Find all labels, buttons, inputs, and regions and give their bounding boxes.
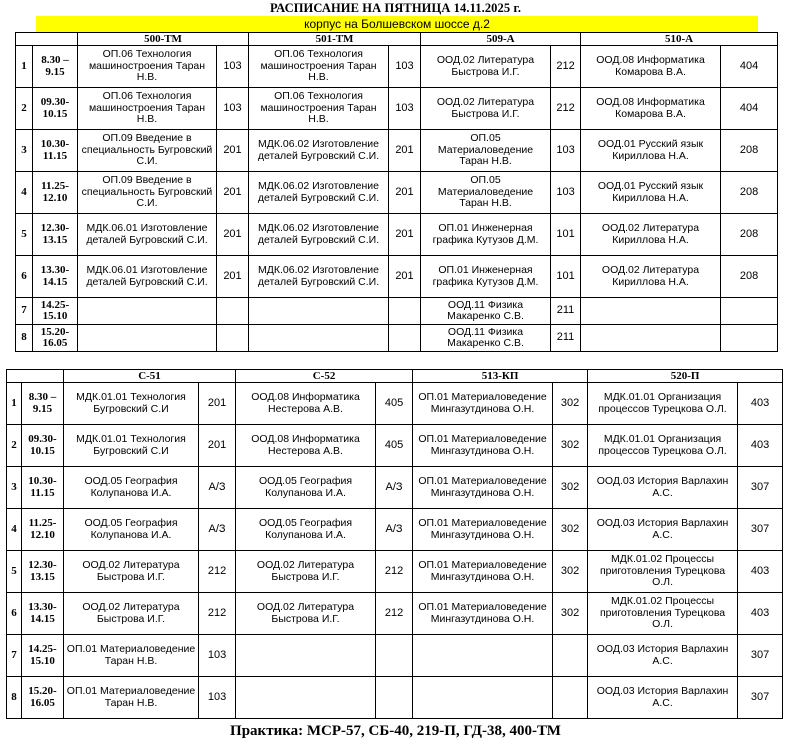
subject-cell: ООД.02 Литература Быстрова И.Г.	[236, 551, 376, 593]
lesson-time: 15.20-16.05	[22, 677, 64, 719]
subject-cell	[413, 635, 553, 677]
room-cell: 212	[199, 551, 236, 593]
lesson-time: 15.20-16.05	[33, 325, 78, 352]
subject-cell	[413, 677, 553, 719]
subject-cell: ОП.01 Материаловедение Мингазутдинова О.Н.	[413, 425, 553, 467]
lesson-number: 3	[7, 467, 22, 509]
subject-cell: ООД.02 Литература Быстрова И.Г.	[421, 46, 551, 88]
subject-cell: ООД.03 История Варлахин А.С.	[588, 509, 738, 551]
lesson-number: 2	[7, 425, 22, 467]
lesson-number: 1	[7, 383, 22, 425]
room-cell: 201	[389, 214, 421, 256]
room-cell: 307	[738, 509, 783, 551]
room-cell: 101	[551, 214, 581, 256]
subject-cell: ОП.09 Введение в специальность Бугровский С.И.	[78, 172, 217, 214]
subject-cell: ОП.01 Материаловедение Таран Н.В.	[64, 635, 199, 677]
room-cell: 405	[376, 383, 413, 425]
room-cell: 307	[738, 467, 783, 509]
room-cell: 307	[738, 677, 783, 719]
room-cell: 103	[199, 677, 236, 719]
lesson-number: 3	[16, 130, 33, 172]
lesson-time: 14.25-15.10	[22, 635, 64, 677]
lesson-time: 11.25-12.10	[22, 509, 64, 551]
group-header: С-51	[64, 370, 236, 383]
room-cell: 212	[376, 551, 413, 593]
lesson-number: 2	[16, 88, 33, 130]
room-cell: А/З	[376, 467, 413, 509]
lesson-number: 5	[7, 551, 22, 593]
schedule-table-lower	[6, 369, 783, 719]
lesson-row	[16, 214, 778, 256]
subject-cell: ООД.02 Литература Быстрова И.Г.	[64, 593, 199, 635]
room-cell: 307	[738, 635, 783, 677]
room-cell	[721, 325, 778, 352]
room-cell: А/З	[199, 467, 236, 509]
group-header-row	[16, 33, 778, 46]
group-header-row	[7, 370, 783, 383]
subject-cell: ООД.02 Литература Кириллова Н.А.	[581, 214, 721, 256]
subject-cell: ООД.03 История Варлахин А.С.	[588, 467, 738, 509]
lesson-row	[16, 172, 778, 214]
lesson-time: 13.30-14.15	[22, 593, 64, 635]
subject-cell: ООД.03 История Варлахин А.С.	[588, 635, 738, 677]
subject-cell: ОП.01 Материаловедение Мингазутдинова О.Н.	[413, 593, 553, 635]
room-cell: 201	[217, 130, 249, 172]
lesson-time: 13.30-14.15	[33, 256, 78, 298]
schedule-title: РАСПИСАНИЕ НА ПЯТНИЦА 14.11.2025 г.	[269, 1, 522, 15]
building-address-banner: корпус на Болшевском шоссе д.2	[36, 16, 758, 32]
room-cell	[389, 325, 421, 352]
subject-cell: ООД.08 Информатика Нестерова А.В.	[236, 425, 376, 467]
lesson-time: 09.30-10.15	[22, 425, 64, 467]
subject-cell: МДК.01.01 Организация процессов Турецкова О.Л.	[588, 425, 738, 467]
room-cell: 302	[553, 509, 588, 551]
group-header: 501-ТМ	[249, 33, 421, 46]
room-cell: 208	[721, 256, 778, 298]
subject-cell	[249, 325, 389, 352]
room-cell: 208	[721, 214, 778, 256]
lesson-row	[7, 677, 783, 719]
subject-cell: ОП.06 Технология машиностроения Таран Н.В.	[249, 46, 389, 88]
subject-cell: ОП.01 Инженерная графика Кутузов Д.М.	[421, 256, 551, 298]
subject-cell: ООД.11 Физика Макаренко С.В.	[421, 325, 551, 352]
lesson-row	[7, 383, 783, 425]
subject-cell: ООД.05 География Колупанова И.А.	[236, 509, 376, 551]
subject-cell: ОП.05 Материаловедение Таран Н.В.	[421, 172, 551, 214]
room-cell: 403	[738, 383, 783, 425]
subject-cell: ООД.02 Литература Кириллова Н.А.	[581, 256, 721, 298]
lesson-number: 8	[16, 325, 33, 352]
room-cell: 103	[389, 88, 421, 130]
subject-cell: МДК.06.01 Изготовление деталей Бугровский С.И.	[78, 214, 217, 256]
subject-cell	[581, 298, 721, 325]
lesson-number: 6	[7, 593, 22, 635]
room-cell: 212	[551, 46, 581, 88]
subject-cell: МДК.06.02 Изготовление деталей Бугровский С.И.	[249, 130, 389, 172]
subject-cell: ОП.05 Материаловедение Таран Н.В.	[421, 130, 551, 172]
subject-cell	[236, 635, 376, 677]
subject-cell: ООД.11 Физика Макаренко С.В.	[421, 298, 551, 325]
subject-cell: ОП.01 Инженерная графика Кутузов Д.М.	[421, 214, 551, 256]
subject-cell: ОП.01 Материаловедение Мингазутдинова О.Н.	[413, 551, 553, 593]
lesson-row	[16, 88, 778, 130]
room-cell: 103	[389, 46, 421, 88]
room-cell: 201	[217, 256, 249, 298]
lesson-time: 12.30-13.15	[22, 551, 64, 593]
lesson-row	[16, 46, 778, 88]
lesson-row	[16, 130, 778, 172]
subject-cell: ООД.08 Информатика Нестерова А.В.	[236, 383, 376, 425]
subject-cell: ОП.06 Технология машиностроения Таран Н.В.	[78, 88, 217, 130]
room-cell: 212	[199, 593, 236, 635]
room-cell: 403	[738, 551, 783, 593]
room-cell: А/З	[199, 509, 236, 551]
room-cell: 201	[389, 172, 421, 214]
lesson-row	[7, 509, 783, 551]
room-cell: 211	[551, 325, 581, 352]
lesson-row	[16, 325, 778, 352]
room-cell: 302	[553, 467, 588, 509]
subject-cell: ООД.05 География Колупанова И.А.	[236, 467, 376, 509]
room-cell: 404	[721, 88, 778, 130]
subject-cell: МДК.01.01 Организация процессов Турецкова О.Л.	[588, 383, 738, 425]
room-cell: 208	[721, 130, 778, 172]
subject-cell: ООД.01 Русский язык Кириллова Н.А.	[581, 130, 721, 172]
subject-cell: ООД.02 Литература Быстрова И.Г.	[236, 593, 376, 635]
room-cell	[389, 298, 421, 325]
subject-cell: ОП.01 Материаловедение Мингазутдинова О.Н.	[413, 383, 553, 425]
lesson-number: 5	[16, 214, 33, 256]
room-cell	[376, 677, 413, 719]
lesson-time: 09.30-10.15	[33, 88, 78, 130]
room-cell: 208	[721, 172, 778, 214]
room-cell: 201	[389, 130, 421, 172]
subject-cell	[581, 325, 721, 352]
subject-cell: ОП.01 Материаловедение Мингазутдинова О.Н.	[413, 467, 553, 509]
room-cell: 201	[217, 172, 249, 214]
subject-cell: ОП.06 Технология машиностроения Таран Н.В.	[249, 88, 389, 130]
group-header: 513-КП	[413, 370, 588, 383]
subject-cell: ОП.09 Введение в специальность Бугровский С.И.	[78, 130, 217, 172]
lesson-number: 7	[16, 298, 33, 325]
subject-cell: ООД.02 Литература Быстрова И.Г.	[64, 551, 199, 593]
subject-cell: ОП.01 Материаловедение Таран Н.В.	[64, 677, 199, 719]
lesson-time: 8.30 – 9.15	[22, 383, 64, 425]
room-cell: 404	[721, 46, 778, 88]
subject-cell	[249, 298, 389, 325]
room-cell	[376, 635, 413, 677]
room-cell: 211	[551, 298, 581, 325]
room-cell: 212	[376, 593, 413, 635]
room-cell	[217, 325, 249, 352]
subject-cell: ООД.03 История Варлахин А.С.	[588, 677, 738, 719]
room-cell: 302	[553, 425, 588, 467]
header-corner	[16, 33, 78, 46]
header-corner	[7, 370, 64, 383]
lesson-number: 1	[16, 46, 33, 88]
room-cell	[553, 635, 588, 677]
room-cell: 103	[551, 172, 581, 214]
subject-cell: МДК.06.02 Изготовление деталей Бугровский С.И.	[249, 214, 389, 256]
room-cell: 101	[551, 256, 581, 298]
subject-cell	[78, 298, 217, 325]
subject-cell	[236, 677, 376, 719]
group-header: С-52	[236, 370, 413, 383]
lesson-row	[7, 425, 783, 467]
subject-cell: МДК.01.01 Технология Бугровский С.И	[64, 383, 199, 425]
group-header: 500-ТМ	[78, 33, 249, 46]
subject-cell: МДК.06.02 Изготовление деталей Бугровский С.И.	[249, 256, 389, 298]
lesson-time: 14.25-15.10	[33, 298, 78, 325]
room-cell	[217, 298, 249, 325]
lesson-row	[16, 298, 778, 325]
subject-cell: ОП.01 Материаловедение Мингазутдинова О.Н.	[413, 509, 553, 551]
subject-cell: МДК.06.02 Изготовление деталей Бугровский С.И.	[249, 172, 389, 214]
subject-cell: ООД.05 География Колупанова И.А.	[64, 467, 199, 509]
room-cell: 302	[553, 551, 588, 593]
lesson-time: 10.30-11.15	[33, 130, 78, 172]
room-cell	[553, 677, 588, 719]
lesson-time: 11.25-12.10	[33, 172, 78, 214]
room-cell: 403	[738, 425, 783, 467]
subject-cell: МДК.01.02 Процессы приготовления Турецкова О.Л.	[588, 551, 738, 593]
lesson-row	[7, 467, 783, 509]
lesson-row	[7, 635, 783, 677]
lesson-row	[7, 551, 783, 593]
lesson-time: 12.30-13.15	[33, 214, 78, 256]
subject-cell: ООД.01 Русский язык Кириллова Н.А.	[581, 172, 721, 214]
room-cell: 302	[553, 593, 588, 635]
room-cell: 201	[199, 425, 236, 467]
room-cell: 302	[553, 383, 588, 425]
room-cell: 212	[551, 88, 581, 130]
group-header: 510-А	[581, 33, 778, 46]
room-cell: А/З	[376, 509, 413, 551]
room-cell: 103	[199, 635, 236, 677]
lesson-time: 10.30-11.15	[22, 467, 64, 509]
lesson-row	[7, 593, 783, 635]
subject-cell: ООД.02 Литература Быстрова И.Г.	[421, 88, 551, 130]
lesson-number: 7	[7, 635, 22, 677]
subject-cell: ООД.08 Информатика Комарова В.А.	[581, 46, 721, 88]
subject-cell: МДК.06.01 Изготовление деталей Бугровский С.И.	[78, 256, 217, 298]
lesson-number: 4	[7, 509, 22, 551]
subject-cell: ООД.08 Информатика Комарова В.А.	[581, 88, 721, 130]
subject-cell: МДК.01.01 Технология Бугровский С.И	[64, 425, 199, 467]
group-header: 520-П	[588, 370, 783, 383]
room-cell: 403	[738, 593, 783, 635]
practice-groups-note: Практика: МСР-57, СБ-40, 219-П, ГД-38, 400-ТМ	[230, 723, 561, 739]
subject-cell: МДК.01.02 Процессы приготовления Турецкова О.Л.	[588, 593, 738, 635]
lesson-time: 8.30 – 9.15	[33, 46, 78, 88]
room-cell: 103	[551, 130, 581, 172]
schedule-table-upper	[15, 32, 778, 352]
lesson-row	[16, 256, 778, 298]
subject-cell: ООД.05 География Колупанова И.А.	[64, 509, 199, 551]
lesson-number: 4	[16, 172, 33, 214]
lesson-number: 6	[16, 256, 33, 298]
room-cell: 405	[376, 425, 413, 467]
room-cell: 103	[217, 88, 249, 130]
room-cell	[721, 298, 778, 325]
subject-cell: ОП.06 Технология машиностроения Таран Н.В.	[78, 46, 217, 88]
room-cell: 201	[199, 383, 236, 425]
room-cell: 201	[389, 256, 421, 298]
room-cell: 201	[217, 214, 249, 256]
subject-cell	[78, 325, 217, 352]
lesson-number: 8	[7, 677, 22, 719]
room-cell: 103	[217, 46, 249, 88]
group-header: 509-А	[421, 33, 581, 46]
